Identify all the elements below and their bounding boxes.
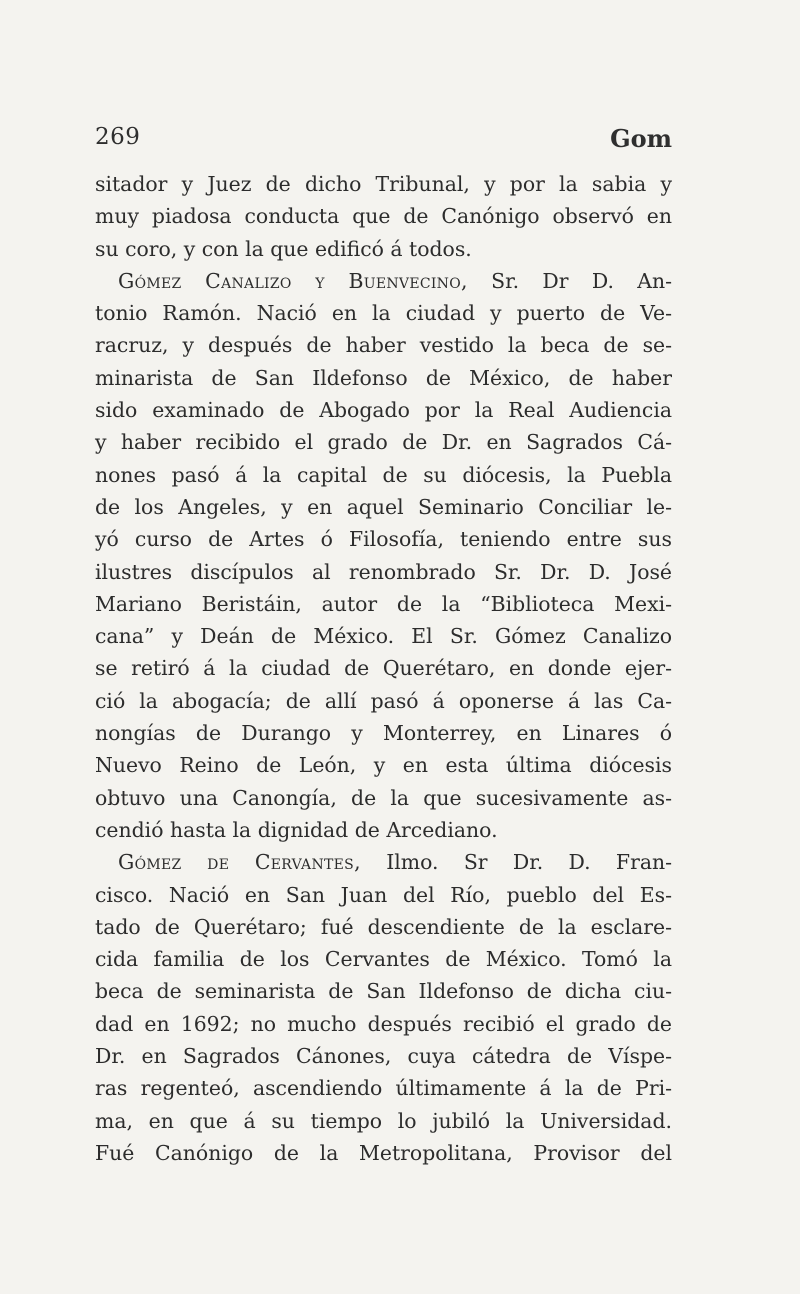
entry-lead-line	[95, 846, 672, 878]
entry-lead-line	[95, 265, 672, 297]
text-line: dad en 1692; no mucho después recibió el grado de	[95, 1011, 672, 1036]
text-line: nongías de Durango y Monterrey, en Linares ó	[95, 721, 672, 746]
page-header	[95, 124, 672, 164]
text-line: cisco. Nació en San Juan del Río, pueblo del Es-	[95, 882, 672, 907]
text-line: muy piadosa conducta que de Canónigo observó en	[95, 204, 672, 229]
body-text	[95, 168, 672, 1169]
text-line: ció la abogacía; de allí pasó á oponerse á las Ca-	[95, 688, 672, 713]
text-line: sitador y Juez de dicho Tribunal, y por la sabia y	[95, 172, 672, 196]
text-line: yó curso de Artes ó Filosofía, teniendo entre sus	[95, 527, 672, 552]
text-line: minarista de San Ildefonso de México, de haber	[95, 365, 672, 390]
page-number: 269	[95, 124, 141, 150]
text-line: su coro, y con la que edificó á todos.	[95, 236, 472, 261]
text-line: nones pasó á la capital de su diócesis, la Puebla	[95, 462, 672, 487]
entry-name: Gómez de Cervantes,	[118, 850, 361, 875]
text-line: sido examinado de Abogado por la Real Audiencia	[95, 398, 672, 423]
text-line: obtuvo una Canongía, de la que sucesivamente as-	[95, 785, 672, 810]
text-line: cana” y Deán de México. El Sr. Gómez Canalizo	[95, 624, 672, 649]
text-line: de los Angeles, y en aquel Seminario Conciliar le-	[95, 494, 672, 519]
text-line: cendió hasta la dignidad de Arcediano.	[95, 817, 498, 842]
text-line: y haber recibido el grado de Dr. en Sagrados Cá-	[95, 430, 672, 455]
text-line: Nuevo Reino de León, y en esta última diócesis	[95, 753, 672, 778]
text-line: racruz, y después de haber vestido la beca de se-	[95, 333, 672, 358]
entry-lead-text: Sr. Dr D. An-	[491, 268, 672, 293]
running-head: Gom	[610, 124, 672, 153]
text-line: se retiró á la ciudad de Querétaro, en donde ejer-	[95, 656, 672, 681]
text-line: beca de seminarista de San Ildefonso de dicha ciu-	[95, 979, 672, 1004]
text-line: Fué Canónigo de la Metropolitana, Provisor del	[95, 1140, 672, 1165]
text-line: cida familia de los Cervantes de México. Tomó la	[95, 947, 672, 972]
text-line: Dr. en Sagrados Cánones, cuya cátedra de Víspe-	[95, 1044, 672, 1069]
text-line: Mariano Beristáin, autor de la “Biblioteca Mexi-	[95, 591, 672, 616]
text-line: ilustres discípulos al renombrado Sr. Dr. D. José	[95, 559, 672, 584]
text-line: tado de Querétaro; fué descendiente de la esclare-	[95, 914, 672, 939]
text-line: ras regenteó, ascendiendo últimamente á la de Pri-	[95, 1076, 672, 1101]
text-line: tonio Ramón. Nació en la ciudad y puerto de Ve-	[95, 301, 672, 326]
entry-name: Gómez Canalizo y Buenvecino,	[118, 268, 468, 293]
text-line: ma, en que á su tiempo lo jubiló la Universidad.	[95, 1108, 672, 1133]
entry-lead-text: Ilmo. Sr Dr. D. Fran-	[386, 850, 673, 875]
